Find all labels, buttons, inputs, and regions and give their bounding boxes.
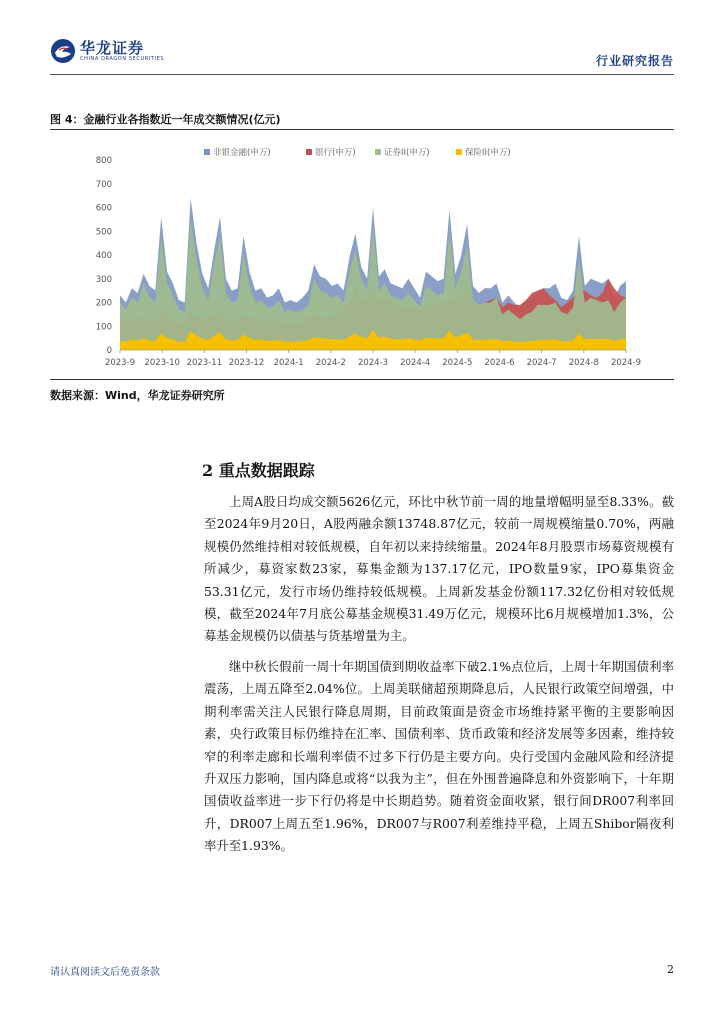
y-tick-label: 100 — [95, 322, 112, 333]
y-tick-label: 600 — [95, 203, 112, 214]
section-heading — [202, 458, 315, 481]
figure-source: 数据来源：Wind，华龙证券研究所 — [50, 389, 225, 402]
x-tick-label: 2024-1 — [273, 358, 304, 368]
y-tick-label: 800 — [95, 156, 112, 166]
legend-label: 证券II(申万) — [384, 148, 430, 158]
section-title: 重点数据跟踪 — [218, 461, 315, 480]
legend-label: 保险II(申万) — [465, 148, 511, 158]
x-tick-label: 2024-3 — [357, 358, 389, 368]
figure-bottom-rule — [50, 379, 674, 380]
x-tick-label: 2024-2 — [315, 358, 346, 368]
y-tick-label: 0 — [106, 346, 112, 356]
x-tick-label: 2024-9 — [610, 358, 642, 368]
report-type-label: 行业研究报告 — [595, 54, 674, 68]
y-tick-label: 200 — [95, 298, 112, 309]
x-tick-label: 2023-11 — [186, 358, 223, 368]
x-tick-label: 2024-5 — [442, 358, 473, 368]
page-number: 2 — [667, 963, 674, 976]
dragon-logo-icon — [50, 38, 76, 64]
legend-label: 非银金融(申万) — [213, 148, 271, 158]
page-header — [50, 38, 674, 74]
brand-name-en: CHINA DRAGON SECURITIES — [80, 55, 165, 62]
x-tick-label: 2023-9 — [104, 358, 136, 368]
y-tick-label: 400 — [95, 251, 112, 261]
legend-swatch — [306, 149, 312, 155]
body-paragraph-market: 上周A股日均成交额5626亿元，环比中秋节前一周的地量增幅明显至8.33%。截至2024年9月20日，A股两融余额13748.87亿元，较前一周规模缩量0.70%，两融规模仍然维持相对较低规模，自年初以来持续缩量。2024年8月股票市场募资规模有所减少，募资家数23家，募集金额为137.17亿元，IPO数量9家，IPO募集资金53.31亿元，发行市场仍维持较低规模。上周新发基金份额117.32亿份相对较低规模，截至2024年7月底公募基金规模31.49万亿元，规模环比6月规模增加1.3%，公募基金规模仍以债基与货基增量为主。 — [204, 494, 674, 644]
brand-logo — [50, 38, 164, 64]
x-tick-label: 2023-12 — [228, 358, 265, 368]
y-tick-label: 500 — [95, 227, 112, 238]
figure-title: 图 4：金融行业各指数近一年成交额情况(亿元) — [50, 113, 281, 126]
x-tick-label: 2024-8 — [568, 358, 599, 368]
legend-swatch — [204, 149, 210, 155]
turnover-area-chart — [84, 140, 644, 372]
x-tick-label: 2024-7 — [526, 358, 557, 368]
legend-label: 银行(申万) — [315, 148, 356, 158]
legend-swatch — [456, 149, 462, 155]
y-tick-label: 300 — [95, 274, 112, 285]
header-divider — [50, 74, 674, 75]
brand-name-cn: 华龙证券 — [80, 38, 145, 57]
footer-disclaimer: 请认真阅读文后免责条款 — [50, 967, 160, 978]
y-tick-label: 700 — [95, 179, 112, 190]
section-number: 2 — [202, 461, 214, 480]
x-tick-label: 2023-10 — [144, 358, 180, 368]
legend-swatch — [375, 149, 381, 155]
body-paragraph-rates: 继中秋长假前一周十年期国债到期收益率下破2.1%点位后，上周十年期国债利率震荡，上周五降至2.04%位。上周美联储超预期降息后，人民银行政策空间增强，中期利率需关注人民银行降息周期，目前政策面是资金市场维持紧平衡的主要影响因素，央行政策目标仍维持在汇率、国债利率、货币政策和经济发展等多因素，维持较窄的利率走廊和长端利率债不过多下行仍是主要方向。央行受国内金融风险和经济提升双压力影响，国内降息或将“以我为主”，但在外围普遍降息和外资影响下，十年期国债收益率进一步下行仍将是中长期趋势。随着资金面收紧，银行间DR007利率回升，DR007上周五至1.96%，DR007与R007利差维持平稳，上周五Shibor隔夜利率升至1.93%。 — [204, 659, 674, 854]
x-tick-label: 2024-6 — [484, 358, 515, 368]
x-tick-label: 2024-4 — [400, 358, 431, 368]
figure-top-rule — [50, 129, 674, 130]
